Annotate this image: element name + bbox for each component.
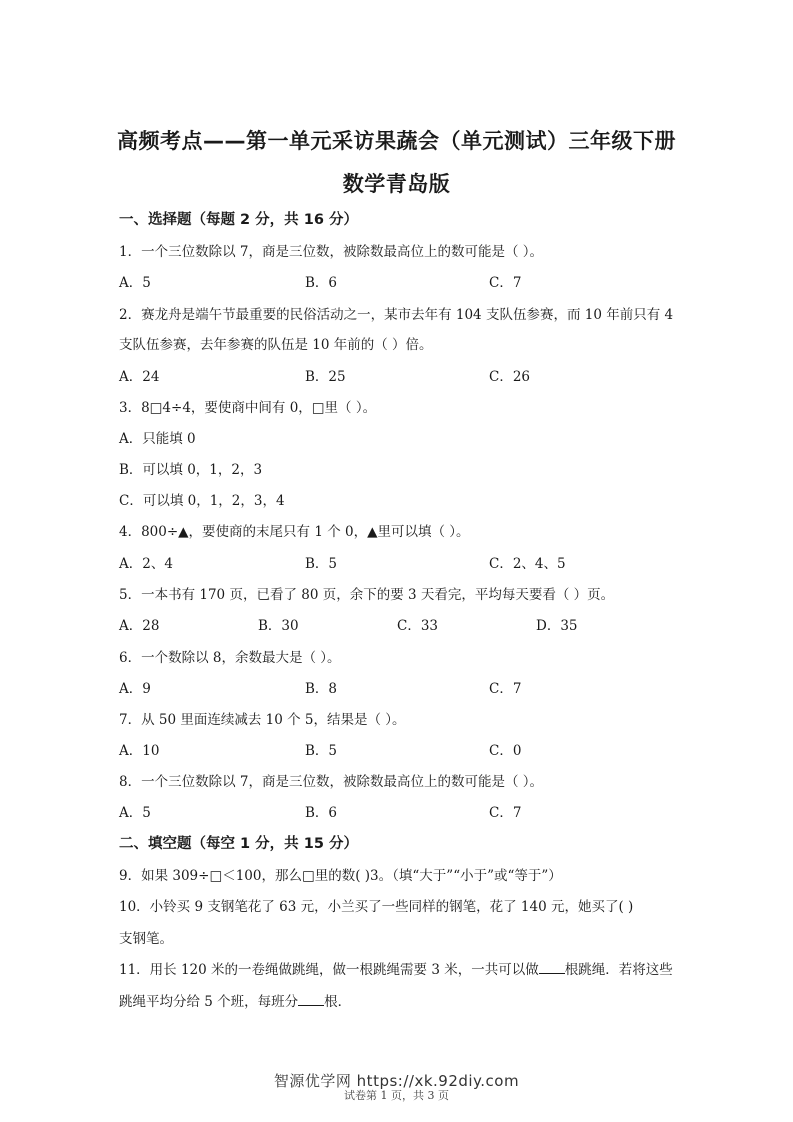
question-11-line1 — [119, 958, 673, 978]
q7-option-a: A．10 — [119, 743, 160, 759]
question-6: 6．一个数除以 8，余数最大是（ ）。 — [119, 650, 341, 666]
q6-option-b: B．8 — [305, 681, 338, 697]
q6-option-a: A．9 — [119, 681, 151, 697]
page-title-line2: 数学青岛版 — [342, 172, 451, 196]
page-number-footer: 试卷第 1 页，共 3 页 — [344, 1089, 449, 1102]
question-11-text-c: 跳绳平均分给 5 个班，每班分 — [119, 994, 299, 1010]
q7-option-b: B．5 — [305, 743, 338, 759]
question-11-text-d: 根． — [324, 994, 352, 1010]
section-choice-heading: 一、选择题（每题 2 分，共 16 分） — [119, 212, 358, 228]
q8-option-a: A．5 — [119, 805, 151, 821]
question-2-line1: 2．赛龙舟是端午节最重要的民俗活动之一，某市去年有 104 支队伍参赛，而 10 年前只有 4 — [119, 307, 674, 323]
question-10-line2: 支钢笔。 — [119, 931, 173, 947]
q1-option-a: A．5 — [119, 275, 151, 291]
q8-option-b: B．6 — [305, 805, 338, 821]
q3-option-a: A．只能填 0 — [119, 431, 196, 447]
q4-option-c: C．2、4、5 — [489, 556, 566, 572]
q3-option-b: B．可以填 0，1，2，3 — [119, 462, 263, 478]
q1-option-b: B．6 — [305, 275, 338, 291]
q5-option-c: C．33 — [397, 618, 439, 634]
q5-option-b: B．30 — [258, 618, 299, 634]
answer-blank — [298, 993, 324, 1006]
q7-option-c: C．0 — [489, 743, 522, 759]
question-9: 9．如果 309÷□＜100，那么□里的数( )3。（填“大于”“小于”或“等于”） — [119, 868, 562, 884]
q5-option-d: D．35 — [536, 618, 578, 634]
answer-blank — [539, 961, 565, 974]
q2-option-c: C．26 — [489, 369, 531, 385]
q8-option-c: C．7 — [489, 805, 522, 821]
q3-option-c: C．可以填 0，1，2，3，4 — [119, 493, 285, 509]
question-11-text-a: 11．用长 120 米的一卷绳做跳绳，做一根跳绳需要 3 米，一共可以做 — [119, 962, 539, 978]
question-5: 5．一本书有 170 页，已看了 80 页，余下的要 3 天看完，平均每天要看（ ）页。 — [119, 587, 615, 603]
page-title-line1: 高频考点——第一单元采访果蔬会（单元测试）三年级下册 — [117, 129, 676, 153]
question-11-text-b: 根跳绳．若将这些 — [564, 962, 673, 978]
q6-option-c: C．7 — [489, 681, 522, 697]
question-3: 3．8□4÷4，要使商中间有 0，□里（ ）。 — [119, 400, 377, 416]
question-4: 4．800÷▲，要使商的末尾只有 1 个 0，▲里可以填（ ）。 — [119, 524, 470, 540]
q2-option-b: B．25 — [305, 369, 346, 385]
watermark-text: 智源优学网 https://xk.92diy.com — [273, 1072, 520, 1090]
q4-option-b: B．5 — [305, 556, 338, 572]
question-10-line1: 10．小铃买 9 支钢笔花了 63 元，小兰买了一些同样的钢笔，花了 140 元，她买了( ) — [119, 899, 634, 915]
question-7: 7．从 50 里面连续减去 10 个 5，结果是（ ）。 — [119, 712, 406, 728]
q2-option-a: A．24 — [119, 369, 160, 385]
q1-option-c: C．7 — [489, 275, 522, 291]
question-2-line2: 支队伍参赛，去年参赛的队伍是 10 年前的（ ）倍。 — [119, 337, 433, 353]
question-11-line2 — [119, 990, 351, 1010]
q4-option-a: A．2、4 — [119, 556, 173, 572]
section-fill-heading: 二、填空题（每空 1 分，共 15 分） — [119, 836, 358, 852]
question-8: 8．一个三位数除以 7，商是三位数，被除数最高位上的数可能是（ ）。 — [119, 774, 544, 790]
q5-option-a: A．28 — [119, 618, 160, 634]
question-1: 1．一个三位数除以 7，商是三位数，被除数最高位上的数可能是（ ）。 — [119, 244, 544, 260]
